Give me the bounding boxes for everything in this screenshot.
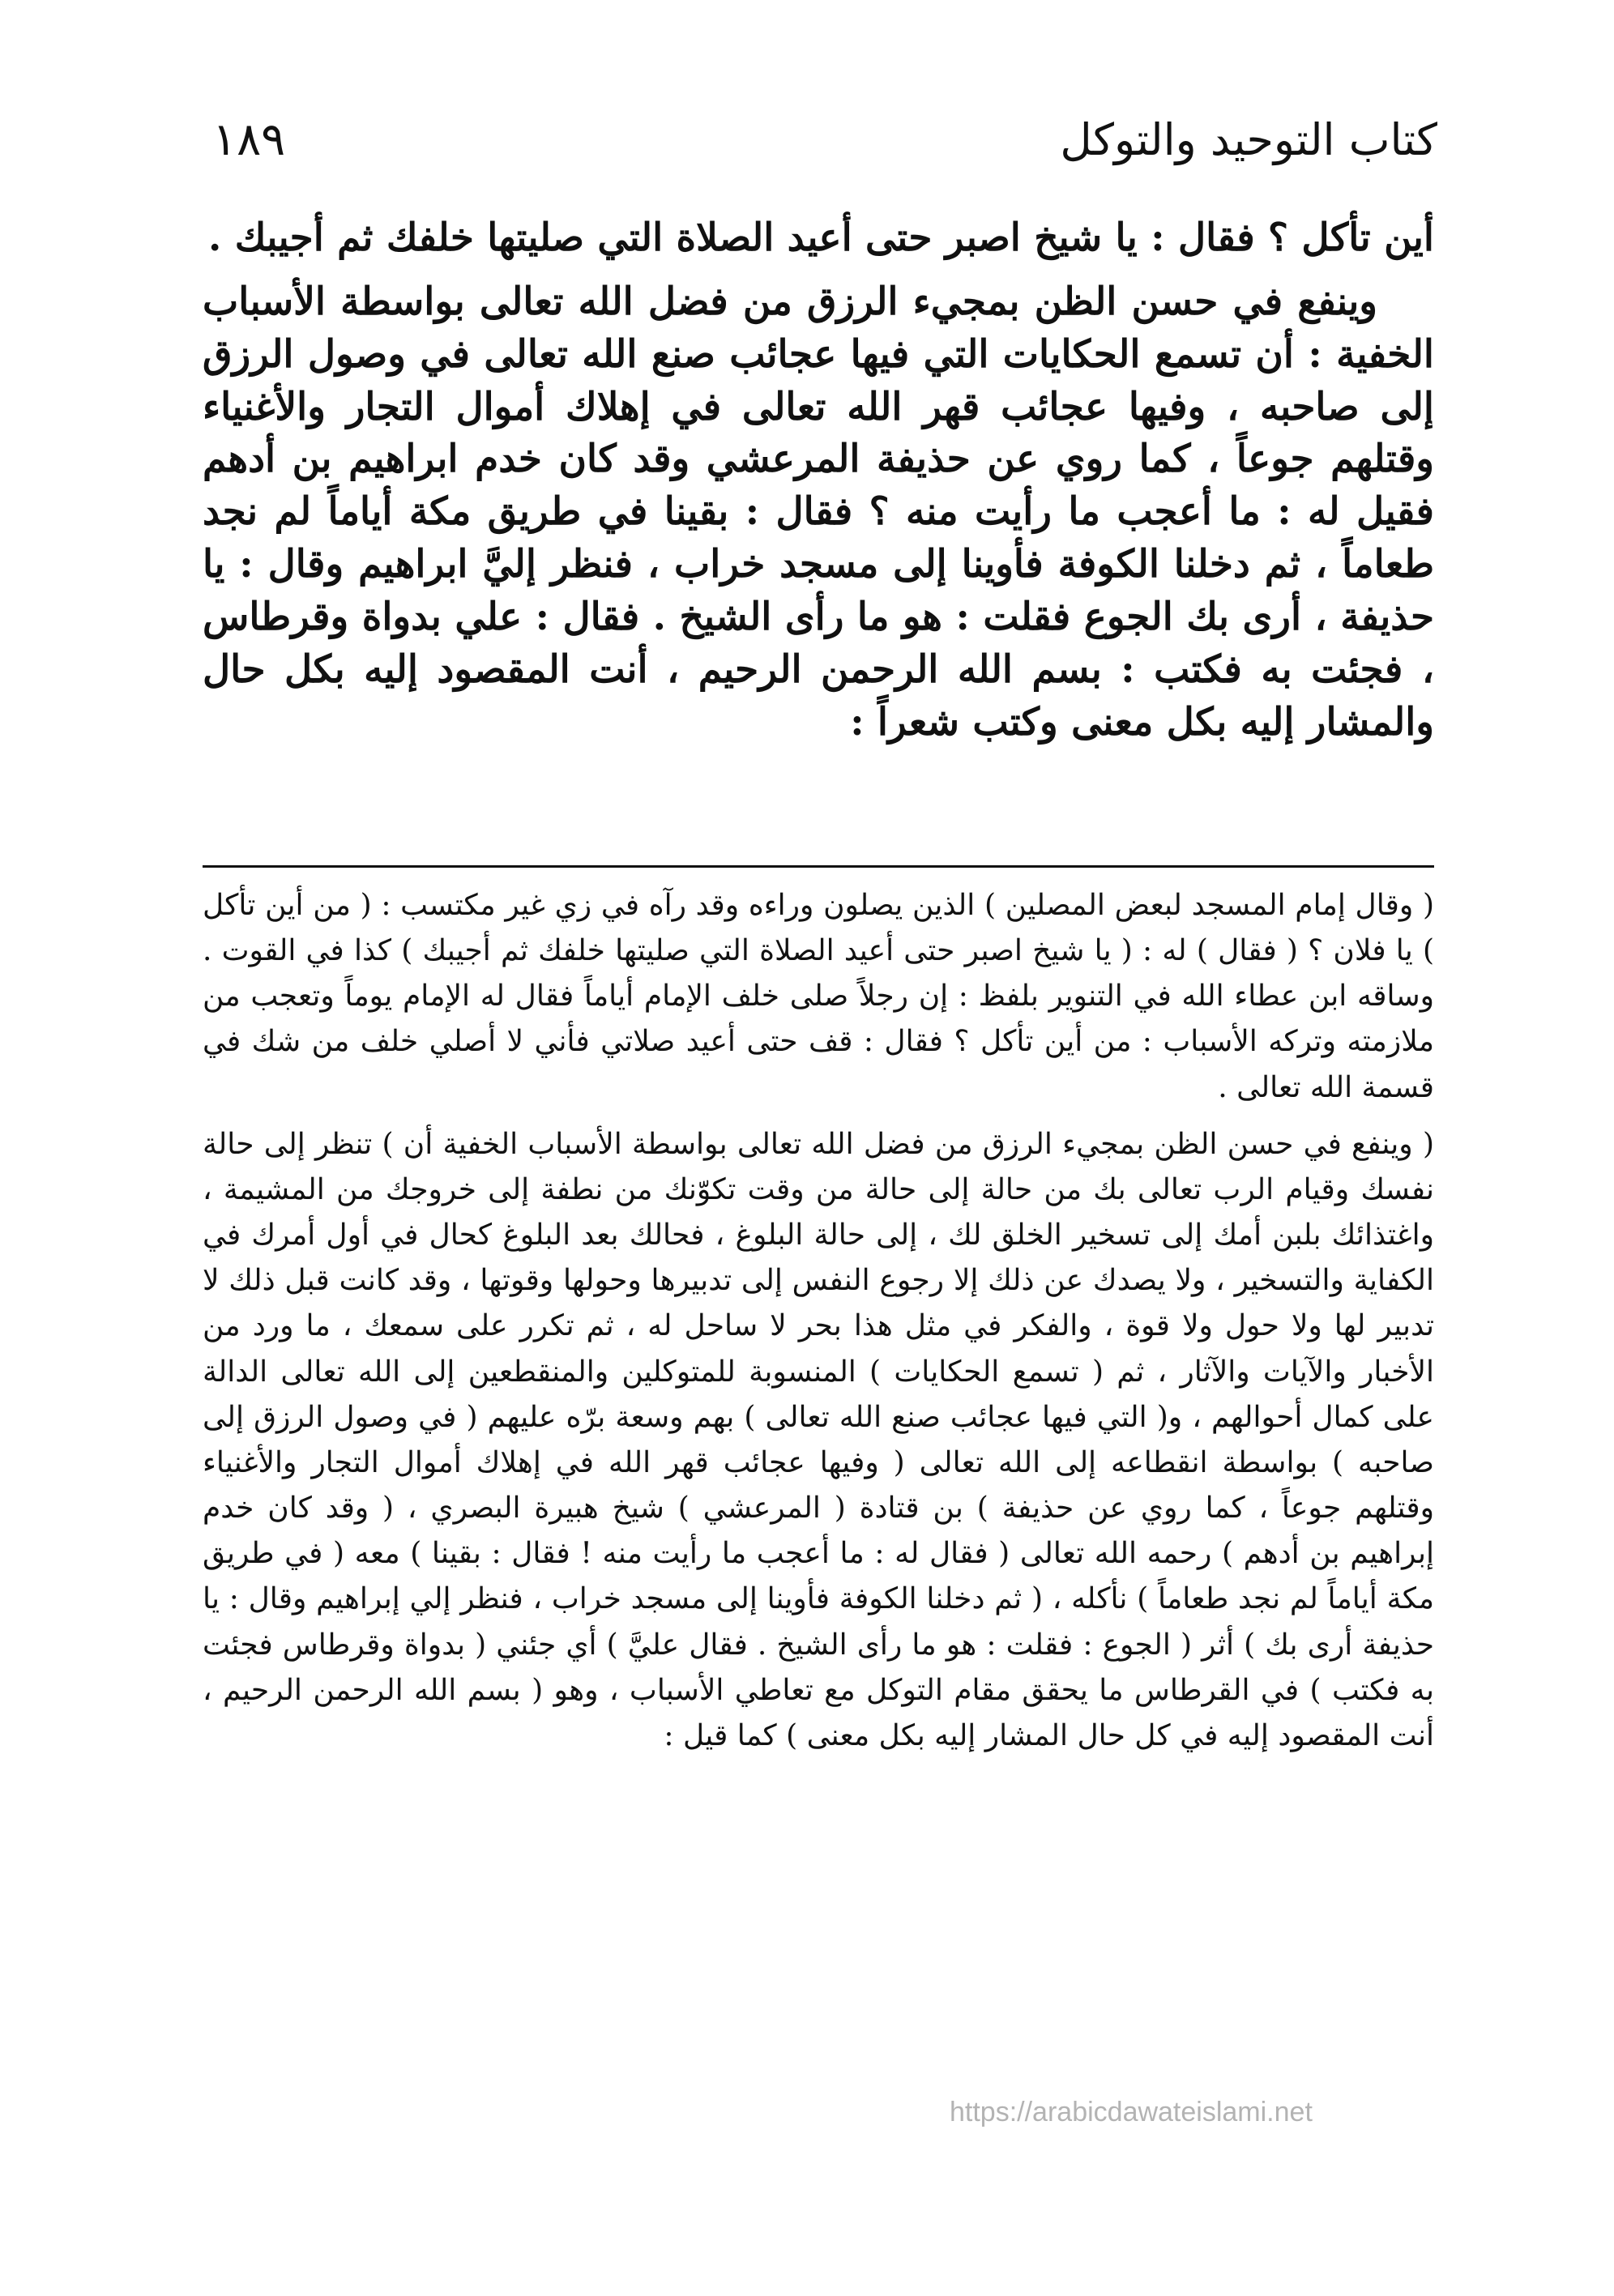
main-paragraph: وينفع في حسن الظن بمجيء الرزق من فضل الله تعالى بواسطة الأسباب الخفية : أن تسمع الحكايات التي فيها عجائب صنع الله تعالى في وصول الرزق إلى صاحبه ، وفيها عجائب قهر الله تعالى في إهلاك أموال التجار والأغنياء وقتلهم جوعاً ، كما روي عن حذيفة المرعشي وقد كان خدم ابراهيم بن أدهم فقيل له : ما أعجب ما رأيت منه ؟ فقال : بقينا في طريق مكة أياماً لم نجد طعاماً ، ثم دخلنا الكوفة فأوينا إلى مسجد خراب ، فنظر إليَّ ابراهيم وقال : يا حذيفة ، أرى بك الجوع فقلت : هو ما رأى الشيخ . فقال : علي بدواة وقرطاس ، فجئت به فكتب : بسم الله الرحمن الرحيم ، أنت المقصود إليه بكل حال والمشار إليه بكل معنى وكتب شعراً : bbox=[203, 279, 1434, 745]
book-title: كتاب التوحيد والتوكل bbox=[1060, 114, 1437, 165]
commentary-text bbox=[203, 883, 1434, 1770]
page-header bbox=[212, 104, 1437, 177]
main-text bbox=[203, 212, 1434, 761]
main-paragraph: أين تأكل ؟ فقال : يا شيخ اصبر حتى أعيد الصلاة التي صليتها خلفك ثم أجيبك . bbox=[207, 216, 1434, 260]
watermark-url: https://arabicdawateislami.net bbox=[950, 2097, 1313, 2127]
section-divider bbox=[203, 865, 1434, 868]
commentary-paragraph: ( وينفع في حسن الظن بمجيء الرزق من فضل الله تعالى بواسطة الأسباب الخفية أن ) تنظر إلى حالة نفسك وقيام الرب تعالى بك من حالة إلى حالة من وقت تكوّنك من نطفة إلى خروجك من المشيمة ، واغتذائك بلبن أمك إلى تسخير الخلق لك ، إلى حالة البلوغ ، فحالك بعد البلوغ كحال في أول أمرك في الكفاية والتسخير ، ولا يصدك عن ذلك إلا رجوع النفس إلى تدبيرها وحولها وقوتها ، وقد كانت قبل ذلك لا تدبير لها ولا حول ولا قوة ، والفكر في مثل هذا بحر لا ساحل له ، ثم تكرر على سمعك ، ما ورد من الأخبار والآيات والآثار ، ثم ( تسمع الحكايات ) المنسوبة للمتوكلين والمنقطعين إلى الله تعالى الدالة على كمال أحوالهم ، و( التي فيها عجائب صنع الله تعالى ) بهم وسعة برّه عليهم ( في وصول الرزق إلى صاحبه ) بواسطة انقطاعه إلى الله تعالى ( وفيها عجائب قهر الله في إهلاك أموال التجار والأغنياء وقتلهم جوعاً ، كما روي عن حذيفة ) بن قتادة ( المرعشي ) شيخ هبيرة البصري ، ( وقد كان خدم إبراهيم بن أدهم ) رحمه الله تعالى ( فقال له : ما أعجب ما رأيت منه ! فقال : بقينا ) معه ( في طريق مكة أياماً لم نجد طعاماً ) نأكله ، ( ثم دخلنا الكوفة فأوينا إلى مسجد خراب ، فنظر إلي إبراهيم وقال : يا حذيفة أرى بك ) أثر ( الجوع : فقلت : هو ما رأى الشيخ . فقال عليَّ ) أي جئني ( بدواة وقرطاس فجئت به فكتب ) في القرطاس ما يحقق مقام التوكل مع تعاطي الأسباب ، وهو ( بسم الله الرحمن الرحيم ، أنت المقصود إليه في كل حال المشار إليه بكل معنى ) كما قيل : bbox=[203, 1127, 1434, 1752]
commentary-paragraph: ( وقال إمام المسجد لبعض المصلين ) الذين يصلون وراءه وقد رآه في زي غير مكتسب : ( من أين تأكل ) يا فلان ؟ ( فقال ) له : ( يا شيخ اصبر حتى أعيد الصلاة التي صليتها خلفك ثم أجيبك ) كذا في القوت . وساقه ابن عطاء الله في التنوير بلفظ : إن رجلاً صلى خلف الإمام أياماً فقال له الإمام يوماً وتعجب من ملازمته وتركه الأسباب : من أين تأكل ؟ فقال : قف حتى أعيد صلاتي فأني لا أصلي خلف من شك في قسمة الله تعالى . bbox=[203, 889, 1434, 1104]
page-number: ١٨٩ bbox=[212, 113, 286, 166]
